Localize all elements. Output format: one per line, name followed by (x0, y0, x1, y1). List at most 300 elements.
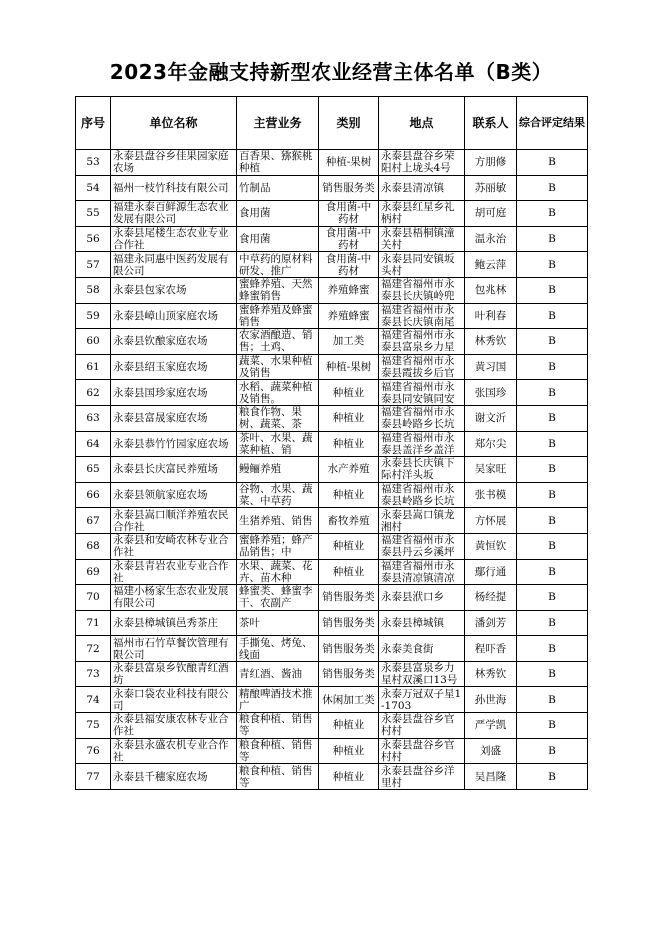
cell-rating (517, 687, 588, 713)
cell-name-text: 永泰县尾楼生态农业专业合作社 (113, 227, 229, 252)
cell-category (319, 713, 379, 739)
table-row (76, 713, 588, 739)
cell-business (237, 585, 319, 611)
cell-business-text: 蜜蜂养殖；蜂产品销售；中 (239, 534, 313, 559)
cell-business-text: 粮食种植、销售等 (239, 738, 313, 763)
cell-business-text: 粮食作物、果树、蔬菜、茶 (239, 406, 302, 431)
cell-name-text: 永泰县嶂山顶家庭农场 (113, 309, 218, 322)
cell-category-text: 种植业 (332, 770, 365, 783)
cell-business-text: 蜂蜜类、蜂蜜李干、农副产 (239, 585, 313, 610)
cell-business (237, 380, 319, 406)
cell-no (76, 738, 111, 764)
cell-no (76, 277, 111, 303)
cell-contact (465, 457, 517, 483)
cell-location-text: 福建省福州市永泰县岭路乡长坑 (381, 483, 455, 508)
cell-location-text: 永泰县洑口乡 (381, 591, 444, 604)
header-category: 类别 (319, 97, 379, 150)
cell-contact-text: 吴家旺 (474, 463, 507, 476)
cell-contact (465, 380, 517, 406)
cell-name (111, 201, 237, 227)
cell-contact (465, 354, 517, 380)
cell-no-text: 54 (86, 181, 100, 194)
cell-no-text: 68 (86, 540, 100, 553)
cell-no (76, 713, 111, 739)
cell-rating (517, 252, 588, 278)
cell-location-text: 福建省福州市永泰县盖洋乡盖洋 (381, 431, 455, 456)
cell-category-text: 销售服务类 (322, 642, 375, 655)
cell-rating (517, 636, 588, 662)
cell-business-text: 蜜蜂养殖及蜂蜜销售 (239, 303, 313, 328)
cell-no (76, 559, 111, 585)
cell-name-text: 福州市石竹草餐饮管理有限公司 (113, 636, 229, 661)
cell-business (237, 405, 319, 431)
cell-business (237, 329, 319, 355)
cell-rating-text: B (548, 565, 556, 578)
table-row (76, 764, 588, 790)
table-row (76, 405, 588, 431)
cell-name (111, 303, 237, 329)
cell-no (76, 482, 111, 508)
cell-location-text: 福建省福州市永泰县清凉镇清凉 (381, 559, 455, 584)
cell-category (319, 226, 379, 252)
cell-location (379, 764, 465, 790)
cell-no-text: 65 (86, 463, 100, 476)
cell-name (111, 354, 237, 380)
cell-location (379, 380, 465, 406)
cell-category-text: 畜牧养殖 (327, 514, 370, 527)
cell-no (76, 150, 111, 176)
cell-name-text: 永泰县盘谷乡佳果园家庭农场 (113, 150, 229, 175)
cell-contact (465, 508, 517, 534)
cell-business-text: 茶叶、水果、蔬菜种植、销 (239, 431, 313, 456)
cell-name-text: 永泰县千穗家庭农场 (113, 770, 208, 783)
cell-name-text: 永泰县嵩口顺洋养殖农民合作社 (113, 508, 229, 533)
cell-location-text: 永泰县清凉镇 (381, 181, 444, 194)
cell-rating (517, 559, 588, 585)
cell-contact-text: 黄习国 (474, 361, 507, 374)
cell-location-text: 永泰县盘谷乡官村村 (381, 738, 455, 763)
cell-location-text: 永泰县长庆镇下际村洋头坂 (381, 457, 455, 482)
cell-contact (465, 482, 517, 508)
cell-business-text: 谷物、水果、蔬菜、中草药 (239, 483, 313, 508)
cell-location (379, 738, 465, 764)
cell-no (76, 405, 111, 431)
cell-location-text: 永泰县同安镇坂头村 (381, 252, 455, 277)
cell-category-text: 种植-果树 (325, 361, 372, 374)
cell-location (379, 354, 465, 380)
cell-location (379, 150, 465, 176)
cell-no-text: 59 (86, 309, 100, 322)
table-row (76, 201, 588, 227)
cell-location-text: 福建省福州市永泰县霞拔乡后官 (381, 355, 455, 380)
cell-no (76, 252, 111, 278)
cell-category (319, 585, 379, 611)
cell-no (76, 354, 111, 380)
cell-business (237, 150, 319, 176)
cell-business-text: 青红酒、酱油 (239, 668, 302, 681)
cell-location (379, 508, 465, 534)
cell-business (237, 457, 319, 483)
cell-no-text: 61 (86, 361, 100, 374)
cell-no-text: 55 (86, 207, 100, 220)
cell-location-text: 永泰县梧桐镇潼关村 (381, 227, 455, 252)
table-row (76, 687, 588, 713)
cell-business-text: 农家酒酿造、销售；土鸡、 (239, 329, 313, 354)
cell-category-text: 休闲加工类 (322, 693, 375, 706)
cell-contact (465, 405, 517, 431)
cell-no-text: 74 (86, 693, 100, 706)
cell-name-text: 永泰县青岩农业专业合作社 (113, 559, 229, 584)
cell-category (319, 175, 379, 201)
cell-contact-text: 刘盛 (480, 744, 501, 757)
table-row (76, 303, 588, 329)
cell-business (237, 277, 319, 303)
cell-location (379, 713, 465, 739)
cell-name (111, 405, 237, 431)
cell-no-text: 64 (86, 437, 100, 450)
header-row (76, 97, 588, 150)
cell-name (111, 661, 237, 687)
cell-contact-text: 张国珍 (474, 386, 507, 399)
cell-no-text: 71 (86, 616, 100, 629)
cell-rating-text: B (548, 284, 556, 297)
cell-contact (465, 764, 517, 790)
table-row (76, 738, 588, 764)
cell-contact (465, 150, 517, 176)
cell-no (76, 585, 111, 611)
cell-location (379, 457, 465, 483)
cell-name-text: 永泰县富晟家庭农场 (113, 412, 208, 425)
cell-category-text: 销售服务类 (322, 616, 375, 629)
cell-contact-text: 林秀钦 (474, 335, 507, 348)
header-location: 地点 (379, 97, 465, 150)
cell-business-text: 食用菌 (239, 207, 271, 220)
cell-category (319, 559, 379, 585)
cell-business-text: 百香果、猕猴桃种植 (239, 150, 313, 175)
cell-name (111, 764, 237, 790)
cell-business (237, 226, 319, 252)
cell-category (319, 533, 379, 559)
cell-category-text: 种植业 (332, 437, 365, 450)
cell-name-text: 永泰县樟城镇邑秀茶庄 (113, 616, 218, 629)
cell-rating (517, 201, 588, 227)
cell-business (237, 610, 319, 636)
cell-contact-text: 鄢行通 (474, 565, 507, 578)
cell-no-text: 57 (86, 258, 100, 271)
cell-business-text: 生猪养殖、销售 (239, 514, 313, 527)
cell-name-text: 永泰县永盛农机专业合作社 (113, 738, 229, 763)
table-row (76, 457, 588, 483)
table-row (76, 380, 588, 406)
cell-rating-text: B (548, 770, 556, 783)
cell-category (319, 636, 379, 662)
table-row (76, 277, 588, 303)
cell-business (237, 687, 319, 713)
cell-contact-text: 方朋修 (474, 156, 507, 169)
cell-category-text: 种植业 (332, 744, 365, 757)
cell-no-text: 58 (86, 284, 100, 297)
cell-location-text: 福建省福州市永泰县富泉乡力星 (381, 329, 455, 354)
cell-business (237, 508, 319, 534)
cell-business-text: 粮食种植、销售等 (239, 764, 313, 789)
cell-business (237, 713, 319, 739)
cell-location-text: 永泰县盘谷乡官村村 (381, 713, 455, 738)
cell-location (379, 175, 465, 201)
cell-location (379, 585, 465, 611)
table-row (76, 559, 588, 585)
cell-business-text: 水稻、蔬菜种植及销售。 (239, 380, 313, 405)
cell-rating (517, 329, 588, 355)
cell-no (76, 175, 111, 201)
cell-no (76, 636, 111, 662)
cell-rating-text: B (548, 540, 556, 553)
cell-rating-text: B (548, 744, 556, 757)
cell-business-text: 粮食种植、销售等 (239, 713, 313, 738)
cell-rating (517, 380, 588, 406)
header-name: 单位名称 (111, 97, 237, 150)
cell-rating (517, 150, 588, 176)
cell-contact-text: 张书模 (474, 489, 507, 502)
cell-category (319, 431, 379, 457)
cell-business (237, 431, 319, 457)
cell-location-text: 福建省福州市永泰县同安镇同安 (381, 380, 455, 405)
header-no: 序号 (76, 97, 111, 150)
cell-category (319, 150, 379, 176)
cell-no (76, 329, 111, 355)
cell-rating-text: B (548, 386, 556, 399)
cell-rating (517, 610, 588, 636)
cell-rating-text: B (548, 207, 556, 220)
cell-contact (465, 226, 517, 252)
cell-rating-text: B (548, 437, 556, 450)
cell-no-text: 60 (86, 335, 100, 348)
cell-rating (517, 533, 588, 559)
cell-no-text: 67 (86, 514, 100, 527)
cell-location-text: 福建省福州市永泰县丹云乡溪坪 (381, 534, 455, 559)
table-row (76, 226, 588, 252)
cell-no (76, 431, 111, 457)
cell-category (319, 329, 379, 355)
cell-location (379, 201, 465, 227)
cell-rating-text: B (548, 693, 556, 706)
cell-no-text: 69 (86, 565, 100, 578)
cell-category (319, 303, 379, 329)
cell-no-text: 76 (86, 744, 100, 757)
cell-location-text: 永泰县盘谷乡洋里村 (381, 764, 455, 789)
cell-business (237, 201, 319, 227)
cell-category-text: 水产养殖 (327, 463, 370, 476)
cell-category (319, 482, 379, 508)
cell-contact-text: 包兆林 (474, 284, 507, 297)
table-row (76, 252, 588, 278)
cell-rating-text: B (548, 181, 556, 194)
cell-name (111, 636, 237, 662)
cell-contact (465, 252, 517, 278)
cell-location-text: 永泰美食街 (381, 642, 434, 655)
cell-name-text: 福建永泰百鲜源生态农业发展有限公司 (113, 201, 229, 226)
cell-name (111, 482, 237, 508)
header-business: 主营业务 (237, 97, 319, 150)
cell-location (379, 226, 465, 252)
cell-category-text: 种植业 (332, 565, 365, 578)
cell-rating (517, 738, 588, 764)
cell-contact (465, 201, 517, 227)
entity-table (75, 96, 588, 790)
cell-contact (465, 533, 517, 559)
cell-category-text: 食用菌-中药材 (325, 227, 372, 252)
cell-no-text: 70 (86, 591, 100, 604)
cell-no (76, 610, 111, 636)
table-row (76, 482, 588, 508)
cell-no (76, 661, 111, 687)
cell-name (111, 533, 237, 559)
cell-business (237, 661, 319, 687)
cell-name (111, 175, 237, 201)
cell-no (76, 687, 111, 713)
cell-business-text: 蔬菜、水果种植及销售 (239, 355, 313, 380)
cell-category-text: 销售服务类 (322, 181, 375, 194)
cell-business-text: 蜜蜂养殖、天然蜂蜜销售 (239, 278, 313, 303)
table-row (76, 175, 588, 201)
cell-business-text: 竹制品 (239, 181, 271, 194)
cell-contact (465, 610, 517, 636)
cell-category (319, 277, 379, 303)
cell-contact (465, 713, 517, 739)
table-row (76, 354, 588, 380)
cell-contact (465, 687, 517, 713)
cell-no-text: 62 (86, 386, 100, 399)
table-row (76, 150, 588, 176)
cell-rating-text: B (548, 668, 556, 681)
cell-rating-text: B (548, 335, 556, 348)
cell-rating-text: B (548, 156, 556, 169)
cell-business-text: 精酿啤酒技术推广 (239, 687, 313, 712)
header-rating: 综合评定结果 (517, 97, 588, 150)
cell-category-text: 种植业 (332, 386, 365, 399)
cell-contact-text: 温永治 (474, 233, 507, 246)
cell-name-text: 永泰县福安康农林专业合作社 (113, 713, 229, 738)
cell-rating-text: B (548, 361, 556, 374)
cell-business (237, 252, 319, 278)
table-row (76, 533, 588, 559)
cell-rating (517, 713, 588, 739)
cell-name (111, 431, 237, 457)
cell-category-text: 销售服务类 (322, 668, 375, 681)
table-row (76, 508, 588, 534)
cell-rating (517, 585, 588, 611)
cell-location-text: 永泰县嵩口镇龙湘村 (381, 508, 455, 533)
cell-category-text: 种植-果树 (325, 156, 372, 169)
cell-rating (517, 226, 588, 252)
cell-contact (465, 636, 517, 662)
cell-category-text: 种植业 (332, 719, 365, 732)
cell-location (379, 636, 465, 662)
cell-name-text: 永泰口袋农业科技有限公司 (113, 687, 229, 712)
cell-name-text: 永泰县长庆富民养殖场 (113, 463, 218, 476)
cell-no-text: 66 (86, 489, 100, 502)
cell-rating (517, 457, 588, 483)
cell-name-text: 永泰县恭竹竹园家庭农场 (113, 437, 229, 450)
cell-rating (517, 431, 588, 457)
cell-category (319, 738, 379, 764)
cell-location-text: 福建省福州市永泰县长庆镇岭兜 (381, 278, 455, 303)
cell-business-text: 水果、蔬菜、花卉、苗木种 (239, 559, 313, 584)
cell-contact-text: 潘剑芳 (474, 616, 507, 629)
cell-name-text: 永泰县国珍家庭农场 (113, 386, 208, 399)
cell-rating-text: B (548, 591, 556, 604)
cell-rating (517, 482, 588, 508)
cell-contact (465, 738, 517, 764)
cell-contact-text: 郑尔尖 (474, 437, 507, 450)
table-row (76, 585, 588, 611)
cell-business (237, 636, 319, 662)
cell-location-text: 永泰县富泉乡力星村双溪口13号 (381, 662, 458, 687)
cell-name (111, 277, 237, 303)
cell-rating-text: B (548, 616, 556, 629)
cell-location-text: 永泰万冠双子星1-1703 (381, 687, 462, 712)
cell-name (111, 150, 237, 176)
cell-no-text: 56 (86, 233, 100, 246)
cell-rating-text: B (548, 309, 556, 322)
cell-business-text: 茶叶 (239, 616, 260, 629)
cell-category-text: 加工类 (332, 335, 365, 348)
cell-business-text: 食用菌 (239, 233, 271, 246)
cell-rating (517, 354, 588, 380)
cell-contact-text: 方怀展 (474, 514, 507, 527)
cell-contact (465, 303, 517, 329)
cell-category (319, 508, 379, 534)
cell-name-text: 福建永同惠中医药发展有限公司 (113, 252, 229, 277)
table-row (76, 610, 588, 636)
cell-rating (517, 764, 588, 790)
cell-rating (517, 405, 588, 431)
cell-category (319, 201, 379, 227)
cell-contact-text: 孙世海 (474, 693, 507, 706)
cell-category (319, 354, 379, 380)
table-row (76, 431, 588, 457)
cell-contact-text: 严学凯 (474, 719, 507, 732)
cell-no (76, 508, 111, 534)
cell-no-text: 72 (86, 642, 100, 655)
cell-category-text: 销售服务类 (322, 591, 375, 604)
cell-contact (465, 585, 517, 611)
cell-no-text: 63 (86, 412, 100, 425)
cell-rating-text: B (548, 463, 556, 476)
cell-business (237, 303, 319, 329)
cell-business (237, 482, 319, 508)
cell-location-text: 永泰县盘谷乡荣阳村上垅头4号 (381, 150, 455, 175)
cell-no-text: 53 (86, 156, 100, 169)
cell-rating (517, 303, 588, 329)
cell-category-text: 种植业 (332, 412, 365, 425)
cell-category (319, 661, 379, 687)
cell-business (237, 764, 319, 790)
cell-business (237, 738, 319, 764)
cell-name-text: 福州一枝竹科技有限公司 (113, 181, 229, 194)
cell-contact-text: 林秀钦 (474, 668, 507, 681)
cell-no (76, 457, 111, 483)
cell-category (319, 687, 379, 713)
cell-location (379, 329, 465, 355)
cell-contact-text: 胡可庭 (474, 207, 507, 220)
cell-name (111, 252, 237, 278)
cell-contact (465, 175, 517, 201)
cell-contact-text: 谢文沂 (474, 412, 507, 425)
cell-location (379, 533, 465, 559)
cell-contact (465, 329, 517, 355)
cell-category (319, 610, 379, 636)
cell-contact (465, 661, 517, 687)
